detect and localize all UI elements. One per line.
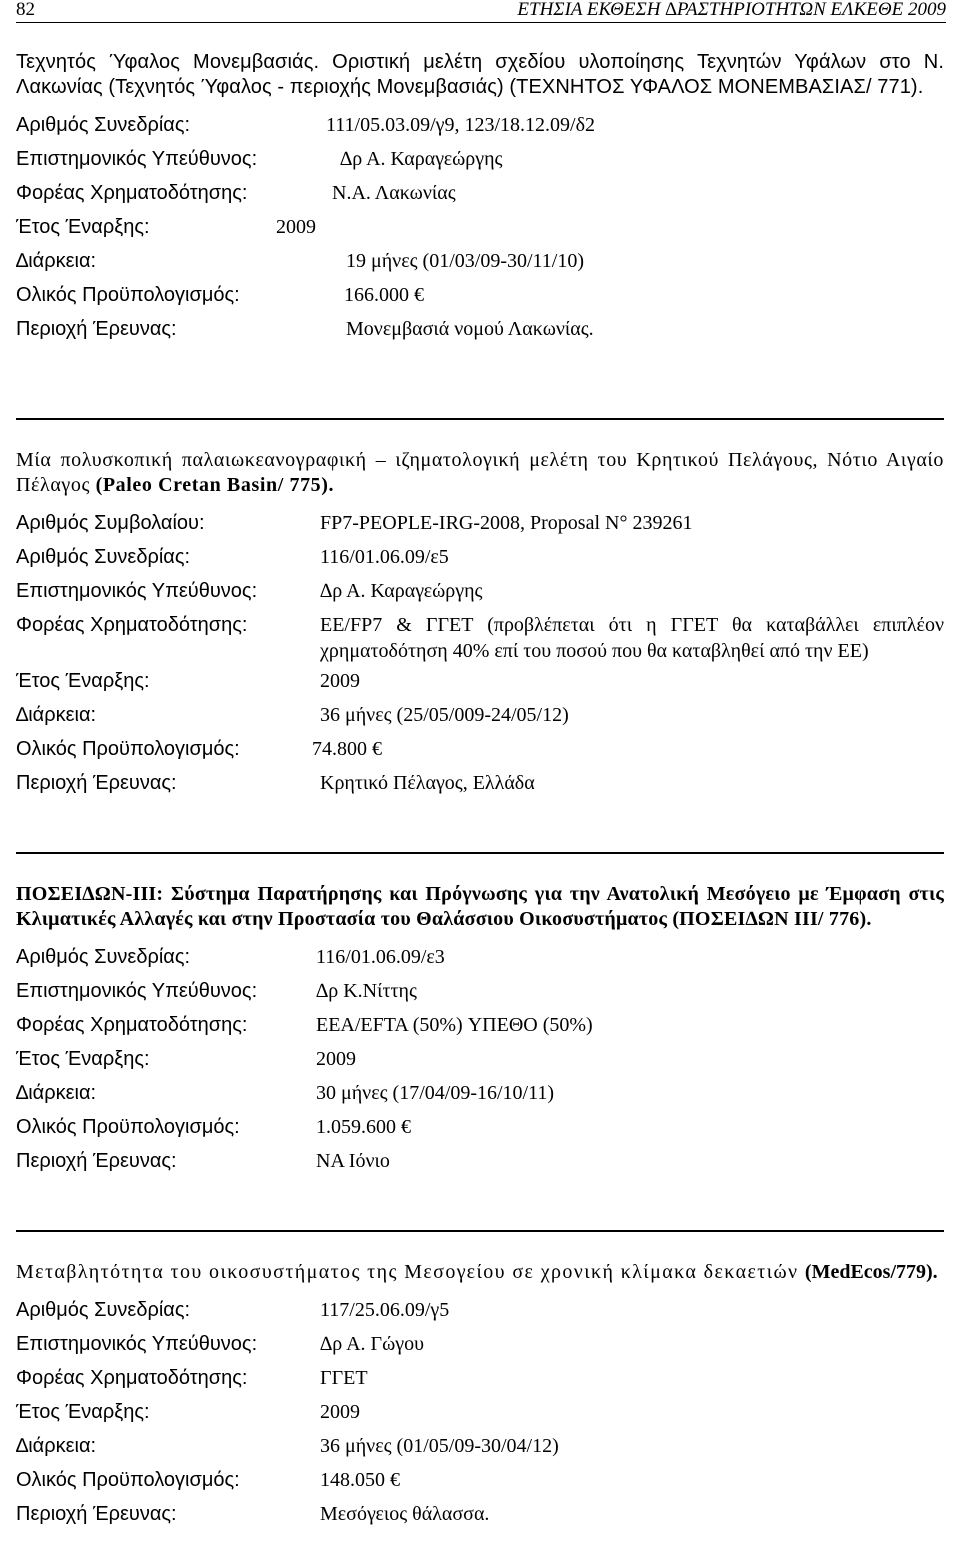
project-title-text: Μεταβλητότητα του οικοσυστήματος της Μεσογείου σε χρονική κλίμακα δεκαετιών bbox=[16, 1261, 805, 1283]
field-label: Ολικός Προϋπολογισμός: bbox=[16, 738, 240, 760]
field-value: 36 μήνες (25/05/009-24/05/12) bbox=[320, 704, 569, 726]
field-value: ΕΕ/FP7 & ΓΓΕΤ (προβλέπεται ότι η ΓΓΕΤ θα καταβάλλει επιπλέον χρηματοδότηση 40% επί του ποσού που θα καταβληθεί από την ΕΕ) bbox=[320, 614, 944, 662]
field-row bbox=[16, 278, 944, 312]
field-value: 74.800 € bbox=[312, 738, 382, 760]
field-value: 117/25.06.09/γ5 bbox=[320, 1299, 450, 1321]
field-row bbox=[16, 142, 944, 176]
field-label: Ολικός Προϋπολογισμός: bbox=[16, 1469, 240, 1491]
field-value: 36 μήνες (01/05/09-30/04/12) bbox=[320, 1435, 559, 1457]
field-row bbox=[16, 1144, 944, 1178]
field-value: FP7-PEOPLE-IRG-2008, Proposal N° 239261 bbox=[320, 512, 693, 534]
field-value: 2009 bbox=[276, 216, 316, 238]
section-divider bbox=[16, 418, 944, 420]
field-row bbox=[16, 1395, 944, 1429]
field-row bbox=[16, 664, 944, 698]
running-title: ΕΤΗΣΙΑ ΕΚΘΕΣΗ ∆ΡΑΣΤΗΡΙΟΤΗΤΩΝ ΕΛΚΕΘΕ 2009 bbox=[517, 0, 946, 20]
field-row bbox=[16, 1463, 944, 1497]
field-value: 2009 bbox=[316, 1048, 356, 1070]
field-label: Ολικός Προϋπολογισμός: bbox=[16, 1116, 240, 1138]
field-label: Περιοχή Έρευνας: bbox=[16, 1503, 177, 1525]
field-value: 19 μήνες (01/03/09-30/11/10) bbox=[346, 250, 585, 272]
field-value: 166.000 € bbox=[344, 284, 424, 306]
project-block-779 bbox=[16, 1248, 944, 1531]
field-row bbox=[16, 732, 944, 766]
field-value: Ν.Α. Λακωνίας bbox=[332, 182, 456, 204]
field-row bbox=[16, 506, 944, 540]
field-label: Έτος Έναρξης: bbox=[16, 216, 150, 238]
field-value: 1.059.600 € bbox=[316, 1116, 411, 1138]
field-row bbox=[16, 974, 944, 1008]
field-row bbox=[16, 1327, 944, 1361]
field-row bbox=[16, 574, 944, 608]
field-row bbox=[16, 698, 944, 732]
field-value: 2009 bbox=[320, 1401, 360, 1423]
field-row bbox=[16, 312, 944, 346]
field-label: Φορέας Χρηματοδότησης: bbox=[16, 1367, 248, 1389]
field-label: Αριθμός Συμβολαίου: bbox=[16, 512, 205, 534]
field-label: Επιστημονικός Υπεύθυνος: bbox=[16, 980, 258, 1002]
field-label: Αριθμός Συνεδρίας: bbox=[16, 114, 191, 136]
field-label: Περιοχή Έρευνας: bbox=[16, 318, 177, 340]
field-row bbox=[16, 1008, 944, 1042]
project-title bbox=[16, 448, 944, 498]
field-row bbox=[16, 766, 944, 800]
field-row bbox=[16, 1076, 944, 1110]
field-label: Αριθμός Συνεδρίας: bbox=[16, 946, 191, 968]
field-value: 30 μήνες (17/04/09-16/10/11) bbox=[316, 1082, 555, 1104]
field-label: ∆ιάρκεια: bbox=[16, 1082, 97, 1104]
project-title bbox=[16, 1260, 944, 1285]
field-label: Περιοχή Έρευνας: bbox=[16, 1150, 177, 1172]
field-value: ΕΕΑ/ΕFTA (50%) ΥΠΕΘΟ (50%) bbox=[316, 1014, 593, 1036]
field-value: Μεσόγειος θάλασσα. bbox=[320, 1503, 490, 1525]
field-row bbox=[16, 540, 944, 574]
project-title: ΠΟΣΕΙ∆ΩΝ-ΙΙΙ: Σύστημα Παρατήρησης και Πρόγνωσης για την Ανατολική Μεσόγειο με Έμφαση στις Κλιματικές Αλλαγές και στην Προστασία του Θαλάσσιου Οικοσυστήματος (ΠΟΣΕΙ∆ΩΝ ΙΙΙ/ 776). bbox=[16, 883, 944, 930]
field-label: Επιστημονικός Υπεύθυνος: bbox=[16, 580, 258, 602]
field-row bbox=[16, 1361, 944, 1395]
page-number: 82 bbox=[16, 0, 35, 20]
field-label: Αριθμός Συνεδρίας: bbox=[16, 546, 191, 568]
field-label: Επιστημονικός Υπεύθυνος: bbox=[16, 148, 258, 170]
field-row bbox=[16, 1429, 944, 1463]
project-block-776 bbox=[16, 870, 944, 1178]
field-label: Φορέας Χρηματοδότησης: bbox=[16, 614, 248, 636]
field-row bbox=[16, 1110, 944, 1144]
field-label: Φορέας Χρηματοδότησης: bbox=[16, 1014, 248, 1036]
project-acronym: (Paleo Cretan Basin/ 775). bbox=[95, 474, 335, 496]
field-value: 2009 bbox=[320, 670, 360, 692]
field-label: Αριθμός Συνεδρίας: bbox=[16, 1299, 191, 1321]
project-title-text: Μία πολυσκοπική παλαιωκεανογραφική – ιζηματολογική μελέτη του Κρητικού Πελάγους, Νότιο Αιγαίο Πέλαγος bbox=[16, 449, 944, 496]
field-row bbox=[16, 1497, 944, 1531]
field-value: 111/05.03.09/γ9, 123/18.12.09/δ2 bbox=[326, 114, 596, 136]
field-row bbox=[16, 940, 944, 974]
field-label: Περιοχή Έρευνας: bbox=[16, 772, 177, 794]
field-label: Ολικός Προϋπολογισμός: bbox=[16, 284, 240, 306]
field-row bbox=[16, 244, 944, 278]
field-label: ∆ιάρκεια: bbox=[16, 250, 97, 272]
field-label: Έτος Έναρξης: bbox=[16, 670, 150, 692]
field-label: ∆ιάρκεια: bbox=[16, 1435, 97, 1457]
field-label: Έτος Έναρξης: bbox=[16, 1401, 150, 1423]
project-title: Τεχνητός Ύφαλος Μονεμβασιάς. Οριστική μελέτη σχεδίου υλοποίησης Τεχνητών Υφάλων στο Ν. Λακωνίας (Τεχνητός Ύφαλος - περιοχής Μονεμβασιάς) (ΤΕΧΝΗΤΟΣ ΥΦΑΛΟΣ ΜΟΝΕΜΒΑΣΙΑΣ/ 771). bbox=[16, 51, 944, 98]
field-value: ∆ρ Κ.Νίττης bbox=[316, 980, 417, 1002]
field-row bbox=[16, 210, 944, 244]
field-row bbox=[16, 1042, 944, 1076]
field-value: Μονεμβασιά νομού Λακωνίας. bbox=[346, 318, 594, 340]
field-label: ∆ιάρκεια: bbox=[16, 704, 97, 726]
field-value: ∆ρ Α. Γώγου bbox=[320, 1333, 425, 1355]
project-block-771 bbox=[16, 50, 944, 346]
section-divider bbox=[16, 852, 944, 854]
field-row bbox=[16, 108, 944, 142]
field-row bbox=[16, 608, 944, 664]
project-acronym: (MedEcos/779). bbox=[804, 1261, 938, 1283]
field-value: ΝΑ Ιόνιο bbox=[316, 1150, 390, 1172]
field-value: 116/01.06.09/ε5 bbox=[320, 546, 449, 568]
section-divider bbox=[16, 1230, 944, 1232]
field-value: ΓΓΕΤ bbox=[320, 1367, 368, 1389]
field-label: Φορέας Χρηματοδότησης: bbox=[16, 182, 248, 204]
field-label: Επιστημονικός Υπεύθυνος: bbox=[16, 1333, 258, 1355]
field-row bbox=[16, 176, 944, 210]
field-value: 148.050 € bbox=[320, 1469, 400, 1491]
field-value: Κρητικό Πέλαγος, Ελλάδα bbox=[320, 772, 535, 794]
field-value: 116/01.06.09/ε3 bbox=[316, 946, 445, 968]
field-value: ∆ρ Α. Καραγεώργης bbox=[320, 580, 483, 602]
field-value: ∆ρ Α. Καραγεώργης bbox=[340, 148, 503, 170]
running-header bbox=[16, 0, 946, 23]
field-row bbox=[16, 1293, 944, 1327]
field-label: Έτος Έναρξης: bbox=[16, 1048, 150, 1070]
project-block-775 bbox=[16, 436, 944, 800]
